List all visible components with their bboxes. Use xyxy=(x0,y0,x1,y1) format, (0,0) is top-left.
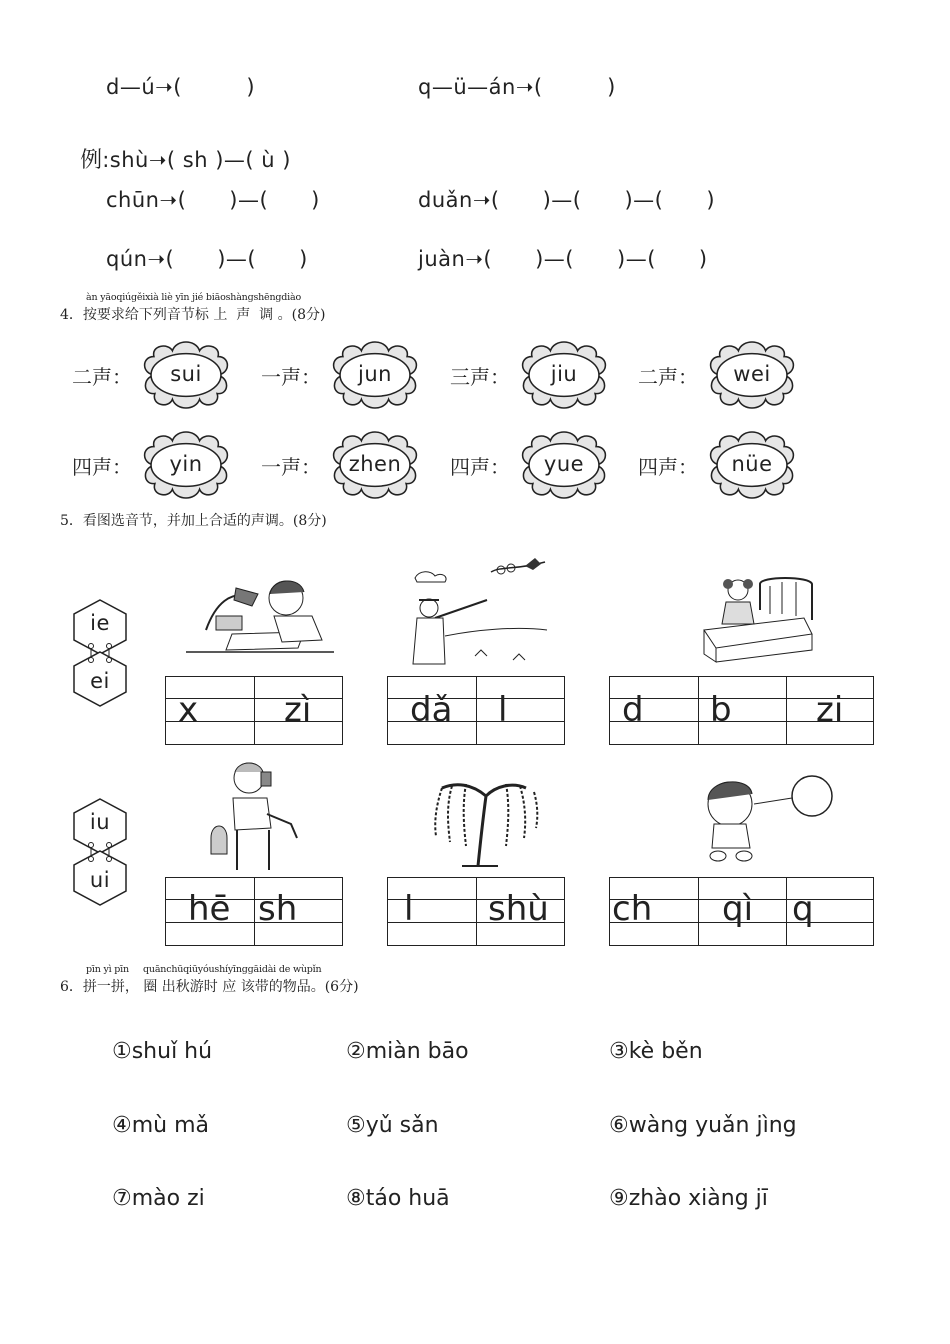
split-row1-right: q—ü—án➝( ) xyxy=(418,75,616,99)
pinyin-grid xyxy=(165,676,343,745)
pinyin-grid xyxy=(387,877,565,946)
flower-badge xyxy=(136,431,236,499)
choice-ui: ui xyxy=(89,868,111,892)
tone-label: 四声： xyxy=(638,455,698,479)
item-option[interactable]: ⑤yǔ sǎn xyxy=(346,1113,439,1138)
pinyin-grid xyxy=(609,676,874,745)
split-row2-left: chūn➝( )—( ) xyxy=(106,188,320,212)
boy-writing-illustration-icon xyxy=(186,572,336,662)
grid-cell-text: ch xyxy=(612,889,653,929)
syllable: nüe xyxy=(731,452,773,476)
syllable: wei xyxy=(733,362,771,386)
section4-title: 4．按要求给下列音节标 上 声 调 。(8分) xyxy=(60,307,326,323)
grid-cell-text: l xyxy=(404,889,414,929)
grid-cell-text: b xyxy=(710,690,732,730)
flower-badge xyxy=(514,341,614,409)
grid-cell-text: l xyxy=(498,690,508,730)
grid-cell-text: sh xyxy=(258,889,298,929)
syllable: jun xyxy=(358,362,392,386)
girl-making-bed-illustration-icon xyxy=(700,574,835,666)
grid-cell-text: zi xyxy=(816,690,844,730)
tone-label: 二声： xyxy=(638,365,698,389)
pinyin-grid xyxy=(387,676,565,745)
choice-iu: iu xyxy=(89,810,111,834)
split-row3-right: juàn➝( )—( )—( ) xyxy=(418,247,708,271)
grid-cell-text: shù xyxy=(488,889,549,929)
syllable: yue xyxy=(543,452,585,476)
flower-badge xyxy=(325,431,425,499)
grid-cell-text: dǎ xyxy=(410,690,453,730)
tone-label: 一声： xyxy=(261,365,321,389)
boy-blowing-balloon-illustration-icon xyxy=(702,772,837,864)
grid-cell-text: q xyxy=(792,889,814,929)
section4-pinyin-ruby: àn yāoqiúgěixià liè yīn jié biāoshàngshēngdiào xyxy=(86,292,301,303)
tone-label: 三声： xyxy=(450,365,510,389)
flower-badge xyxy=(136,341,236,409)
item-option[interactable]: ①shuǐ hú xyxy=(112,1039,213,1064)
pinyin-grid xyxy=(165,877,343,946)
syllable: jiu xyxy=(550,362,578,386)
tone-label: 二声： xyxy=(72,365,132,389)
grid-cell-text: x xyxy=(178,690,199,730)
item-option[interactable]: ②miàn bāo xyxy=(346,1039,469,1064)
syllable: zhen xyxy=(348,452,402,476)
grid-cell-text: hē xyxy=(188,889,231,929)
item-option[interactable]: ⑦mào zi xyxy=(112,1186,205,1211)
grid-cell-text: qì xyxy=(722,889,754,929)
example-label: 例 xyxy=(80,148,103,173)
grid-cell-text: d xyxy=(622,690,644,730)
section6-pinyin-ruby: pīn yì pīn quānchūqiūyóushíyīnggāidài de wùpǐn xyxy=(86,964,322,975)
syllable: yin xyxy=(169,452,203,476)
split-row3-left: qún➝( )—( ) xyxy=(106,247,308,271)
tone-label: 四声： xyxy=(450,455,510,479)
grid-cell-text: zì xyxy=(284,690,312,730)
boy-drinking-illustration-icon xyxy=(205,758,305,873)
flower-badge xyxy=(514,431,614,499)
item-option[interactable]: ⑨zhào xiàng jī xyxy=(609,1186,768,1211)
item-option[interactable]: ⑥wàng yuǎn jìng xyxy=(609,1113,797,1138)
example-row xyxy=(70,124,291,174)
syllable: sui xyxy=(170,362,202,386)
split-row1-left: d—ú➝( ) xyxy=(106,75,256,99)
tone-label: 一声： xyxy=(261,455,321,479)
tone-label: 四声： xyxy=(72,455,132,479)
pinyin-grid xyxy=(609,877,874,946)
item-option[interactable]: ⑧táo huā xyxy=(346,1186,450,1211)
hunter-bird-illustration-icon xyxy=(405,556,550,671)
flower-badge xyxy=(702,341,802,409)
item-option[interactable]: ④mù mǎ xyxy=(112,1113,210,1138)
choice-ei: ei xyxy=(90,669,110,693)
split-row2-right: duǎn➝( )—( )—( ) xyxy=(418,188,716,212)
section6-title: 6．拼一拼， 圈 出秋游时 应 该带的物品。(6分) xyxy=(60,979,359,995)
willow-tree-illustration-icon xyxy=(426,766,546,871)
flower-badge xyxy=(702,431,802,499)
example-text: :shù➝( sh )—( ù ) xyxy=(102,148,291,172)
item-option[interactable]: ③kè běn xyxy=(609,1039,703,1064)
flower-badge xyxy=(325,341,425,409)
section5-title: 5．看图选音节，并加上合适的声调。(8分) xyxy=(60,513,327,529)
choice-ie: ie xyxy=(90,611,110,635)
